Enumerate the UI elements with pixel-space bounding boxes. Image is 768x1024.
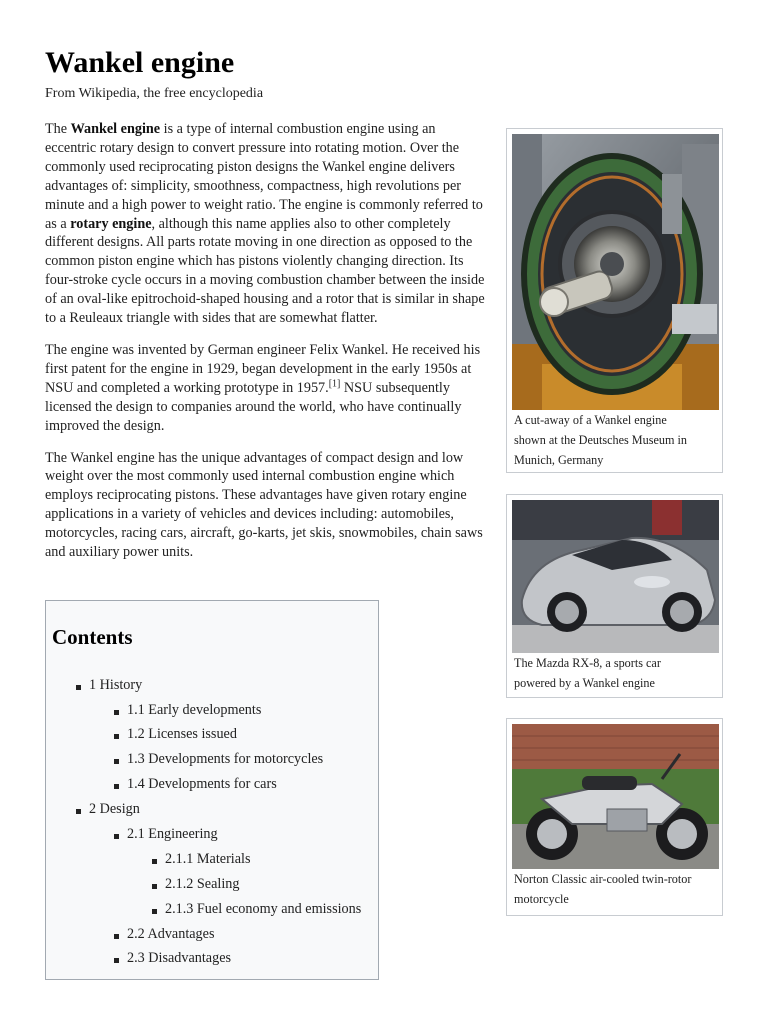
page-subtitle: From Wikipedia, the free encyclopedia	[45, 86, 264, 101]
caption-line: The Mazda RX-8, a sports car	[514, 656, 661, 670]
mazda-rx8-image[interactable]	[512, 500, 719, 653]
mazda-rx8-figure	[506, 494, 723, 698]
norton-motorcycle-figure	[506, 718, 723, 916]
mazda-rx8-caption	[514, 653, 661, 693]
caption-line: shown at the Deutsches Museum in	[514, 433, 687, 447]
caption-line: powered by a Wankel engine	[514, 676, 655, 690]
toc-link-fuel-economy[interactable]: 2.1.3 Fuel economy and emissions	[165, 901, 362, 917]
advantages-paragraph: The Wankel engine has the unique advantages of compact design and low weight over the most commonly used internal combustion engine which employs reciprocating pistons. These advantages have given rotary engine applications in a variety of vehicles and devices including: automobiles, motorcycles, racing cars, aircraft, go-karts, jet skis, snowmobiles, chain saws and auxiliary power units.	[45, 449, 483, 561]
text-span: is a type of internal combustion engine using an eccentric rotary design to convert pressure into rotating motion. Over the commonly used reciprocating piston designs the Wankel engine delivers advantages of: simplicity, smoothness, compactness, high revolutions per minute and a high power to weight ratio. The engine is commonly referred to as a	[45, 121, 483, 232]
toc-link-advantages[interactable]: 2.2 Advantages	[127, 926, 215, 942]
caption-line: Norton Classic air-cooled twin-rotor	[514, 872, 692, 886]
bold-term-rotary-engine: rotary engine	[70, 215, 152, 232]
engine-cutaway-caption	[514, 410, 687, 470]
article-body	[45, 120, 485, 575]
engine-cutaway-image[interactable]	[512, 134, 719, 410]
toc-link-licenses-issued[interactable]: 1.2 Licenses issued	[127, 726, 237, 742]
text-span: The	[45, 121, 71, 137]
caption-line: Munich, Germany	[514, 453, 604, 467]
text-span: , although this name applies also to other completely different designs. All parts rotate moving in one direction as opposed to the common piston engine which has pistons violently changing direction. Its four-stroke cycle occurs in a moving combustion chamber between the inside of an oval-like epitrochoid-shaped housing and a rotor that is similar in shape to a Reuleaux triangle with sides that are somewhat flatter.	[45, 215, 485, 327]
toc-link-early-developments[interactable]: 1.1 Early developments	[127, 702, 262, 718]
toc-link-disadvantages[interactable]: 2.3 Disadvantages	[127, 950, 232, 966]
history-paragraph	[45, 341, 485, 436]
bold-term-wankel-engine: Wankel engine	[70, 121, 161, 137]
engine-cutaway-figure	[506, 128, 723, 473]
text-span: The engine was invented by German engineer Felix Wankel. He received his first patent for the engine in 1929, began development in the early 1950s at NSU and completed a working prototype in 1957.	[45, 341, 481, 396]
toc-link-motorcycles[interactable]: 1.3 Developments for motorcycles	[127, 751, 324, 767]
toc-link-materials[interactable]: 2.1.1 Materials	[165, 851, 251, 867]
page-title: Wankel engine	[45, 46, 235, 79]
citation-link[interactable]: [1]	[328, 378, 341, 390]
norton-motorcycle-caption	[514, 869, 691, 909]
caption-line: A cut-away of a Wankel engine	[514, 413, 667, 427]
intro-paragraph	[45, 120, 485, 328]
norton-motorcycle-image[interactable]	[512, 724, 719, 869]
text-span: NSU subsequently licensed the design to companies around the world, who have continually improved the design.	[45, 379, 462, 434]
toc-link-cars[interactable]: 1.4 Developments for cars	[127, 776, 277, 792]
toc-link-sealing[interactable]: 2.1.2 Sealing	[165, 876, 240, 892]
caption-line: motorcycle	[514, 892, 569, 906]
toc-link-design[interactable]: 2 Design	[89, 801, 140, 817]
toc-title: Contents	[52, 625, 133, 649]
toc-link-history[interactable]: 1 History	[89, 677, 143, 693]
table-of-contents	[45, 600, 379, 980]
toc-link-engineering[interactable]: 2.1 Engineering	[127, 826, 218, 842]
